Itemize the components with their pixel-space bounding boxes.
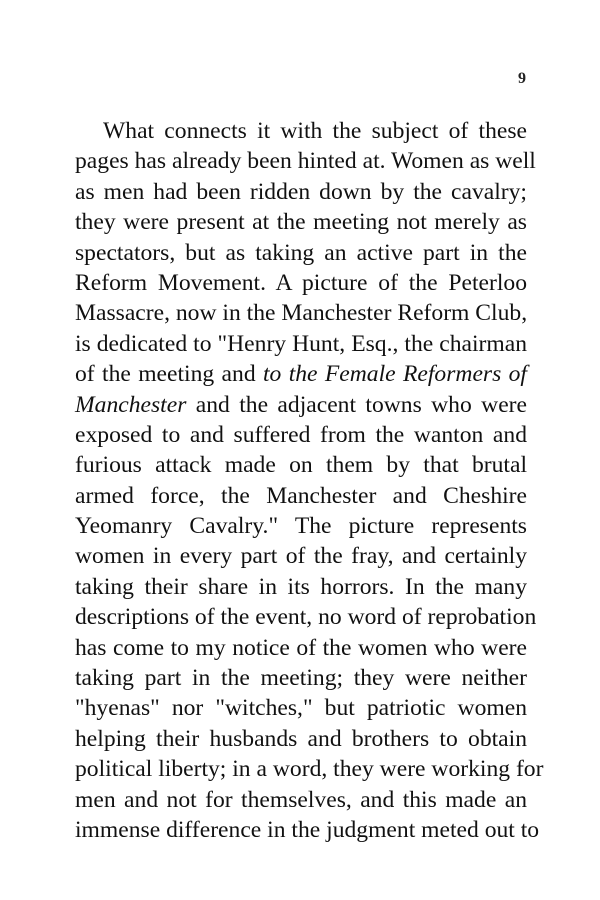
- text-line: [75, 450, 527, 480]
- text-segment: and the adjacent towns who were: [186, 391, 527, 418]
- text-segment: immense difference in the judgment meted out to: [75, 816, 540, 843]
- text-line: [75, 693, 527, 723]
- text-segment: political liberty; in a word, they were working for: [75, 756, 544, 783]
- text-line: [75, 602, 537, 632]
- text-segment: taking their share in its horrors. In the many: [75, 573, 527, 600]
- body-text: [75, 116, 544, 845]
- text-line: [75, 663, 527, 693]
- text-segment: What connects it with the subject of these: [103, 118, 527, 144]
- text-line: [75, 116, 527, 146]
- text-line: [75, 785, 527, 815]
- text-segment: Yeomanry Cavalry." The picture represents: [75, 513, 527, 540]
- text-line: [75, 390, 527, 420]
- italic-text: Manchester: [75, 391, 187, 418]
- text-segment: helping their husbands and brothers to obtain: [75, 725, 527, 752]
- page-number: 9: [518, 70, 526, 87]
- text-segment: pages has already been hinted at. Women as well: [75, 148, 536, 175]
- text-segment: Massacre, now in the Manchester Reform Club,: [75, 300, 528, 327]
- text-line: [75, 207, 527, 237]
- text-segment: furious attack made on them by that brutal: [75, 452, 527, 479]
- text-segment: Reform Movement. A picture of the Peterloo: [75, 269, 527, 296]
- text-segment: has come to my notice of the women who were: [75, 634, 527, 661]
- text-segment: taking part in the meeting; they were neither: [75, 665, 527, 692]
- text-line: [75, 329, 527, 359]
- text-line: [75, 754, 544, 784]
- text-segment: descriptions of the event, no word of reprobation: [75, 604, 537, 631]
- text-line: [75, 572, 527, 602]
- text-segment: women in every part of the fray, and certainly: [75, 543, 527, 570]
- text-segment: armed force, the Manchester and Cheshire: [75, 482, 527, 509]
- text-segment: as men had been ridden down by the cavalry;: [75, 178, 527, 205]
- text-line: [75, 815, 540, 845]
- text-line: [75, 420, 527, 450]
- text-line: [75, 146, 536, 176]
- text-segment: men and not for themselves, and this made an: [75, 786, 527, 813]
- text-segment: "hyenas" nor "witches," but patriotic women: [75, 695, 527, 722]
- text-segment: is dedicated to "Henry Hunt, Esq., the chairman: [75, 330, 527, 357]
- italic-text: to the Female Reformers of: [262, 361, 527, 388]
- text-segment: of the meeting and: [75, 361, 263, 388]
- text-line: [75, 177, 527, 207]
- text-line: [75, 481, 527, 511]
- text-segment: exposed to and suffered from the wanton and: [75, 421, 527, 448]
- text-line: [75, 541, 527, 571]
- text-line: [75, 724, 527, 754]
- text-line: [75, 268, 527, 298]
- text-line: [75, 298, 527, 328]
- text-line: [75, 359, 527, 389]
- text-line: [75, 633, 527, 663]
- text-line: [75, 238, 527, 268]
- text-line: [75, 511, 527, 541]
- text-segment: they were present at the meeting not merely as: [75, 209, 527, 236]
- text-segment: spectators, but as taking an active part in the: [75, 239, 527, 266]
